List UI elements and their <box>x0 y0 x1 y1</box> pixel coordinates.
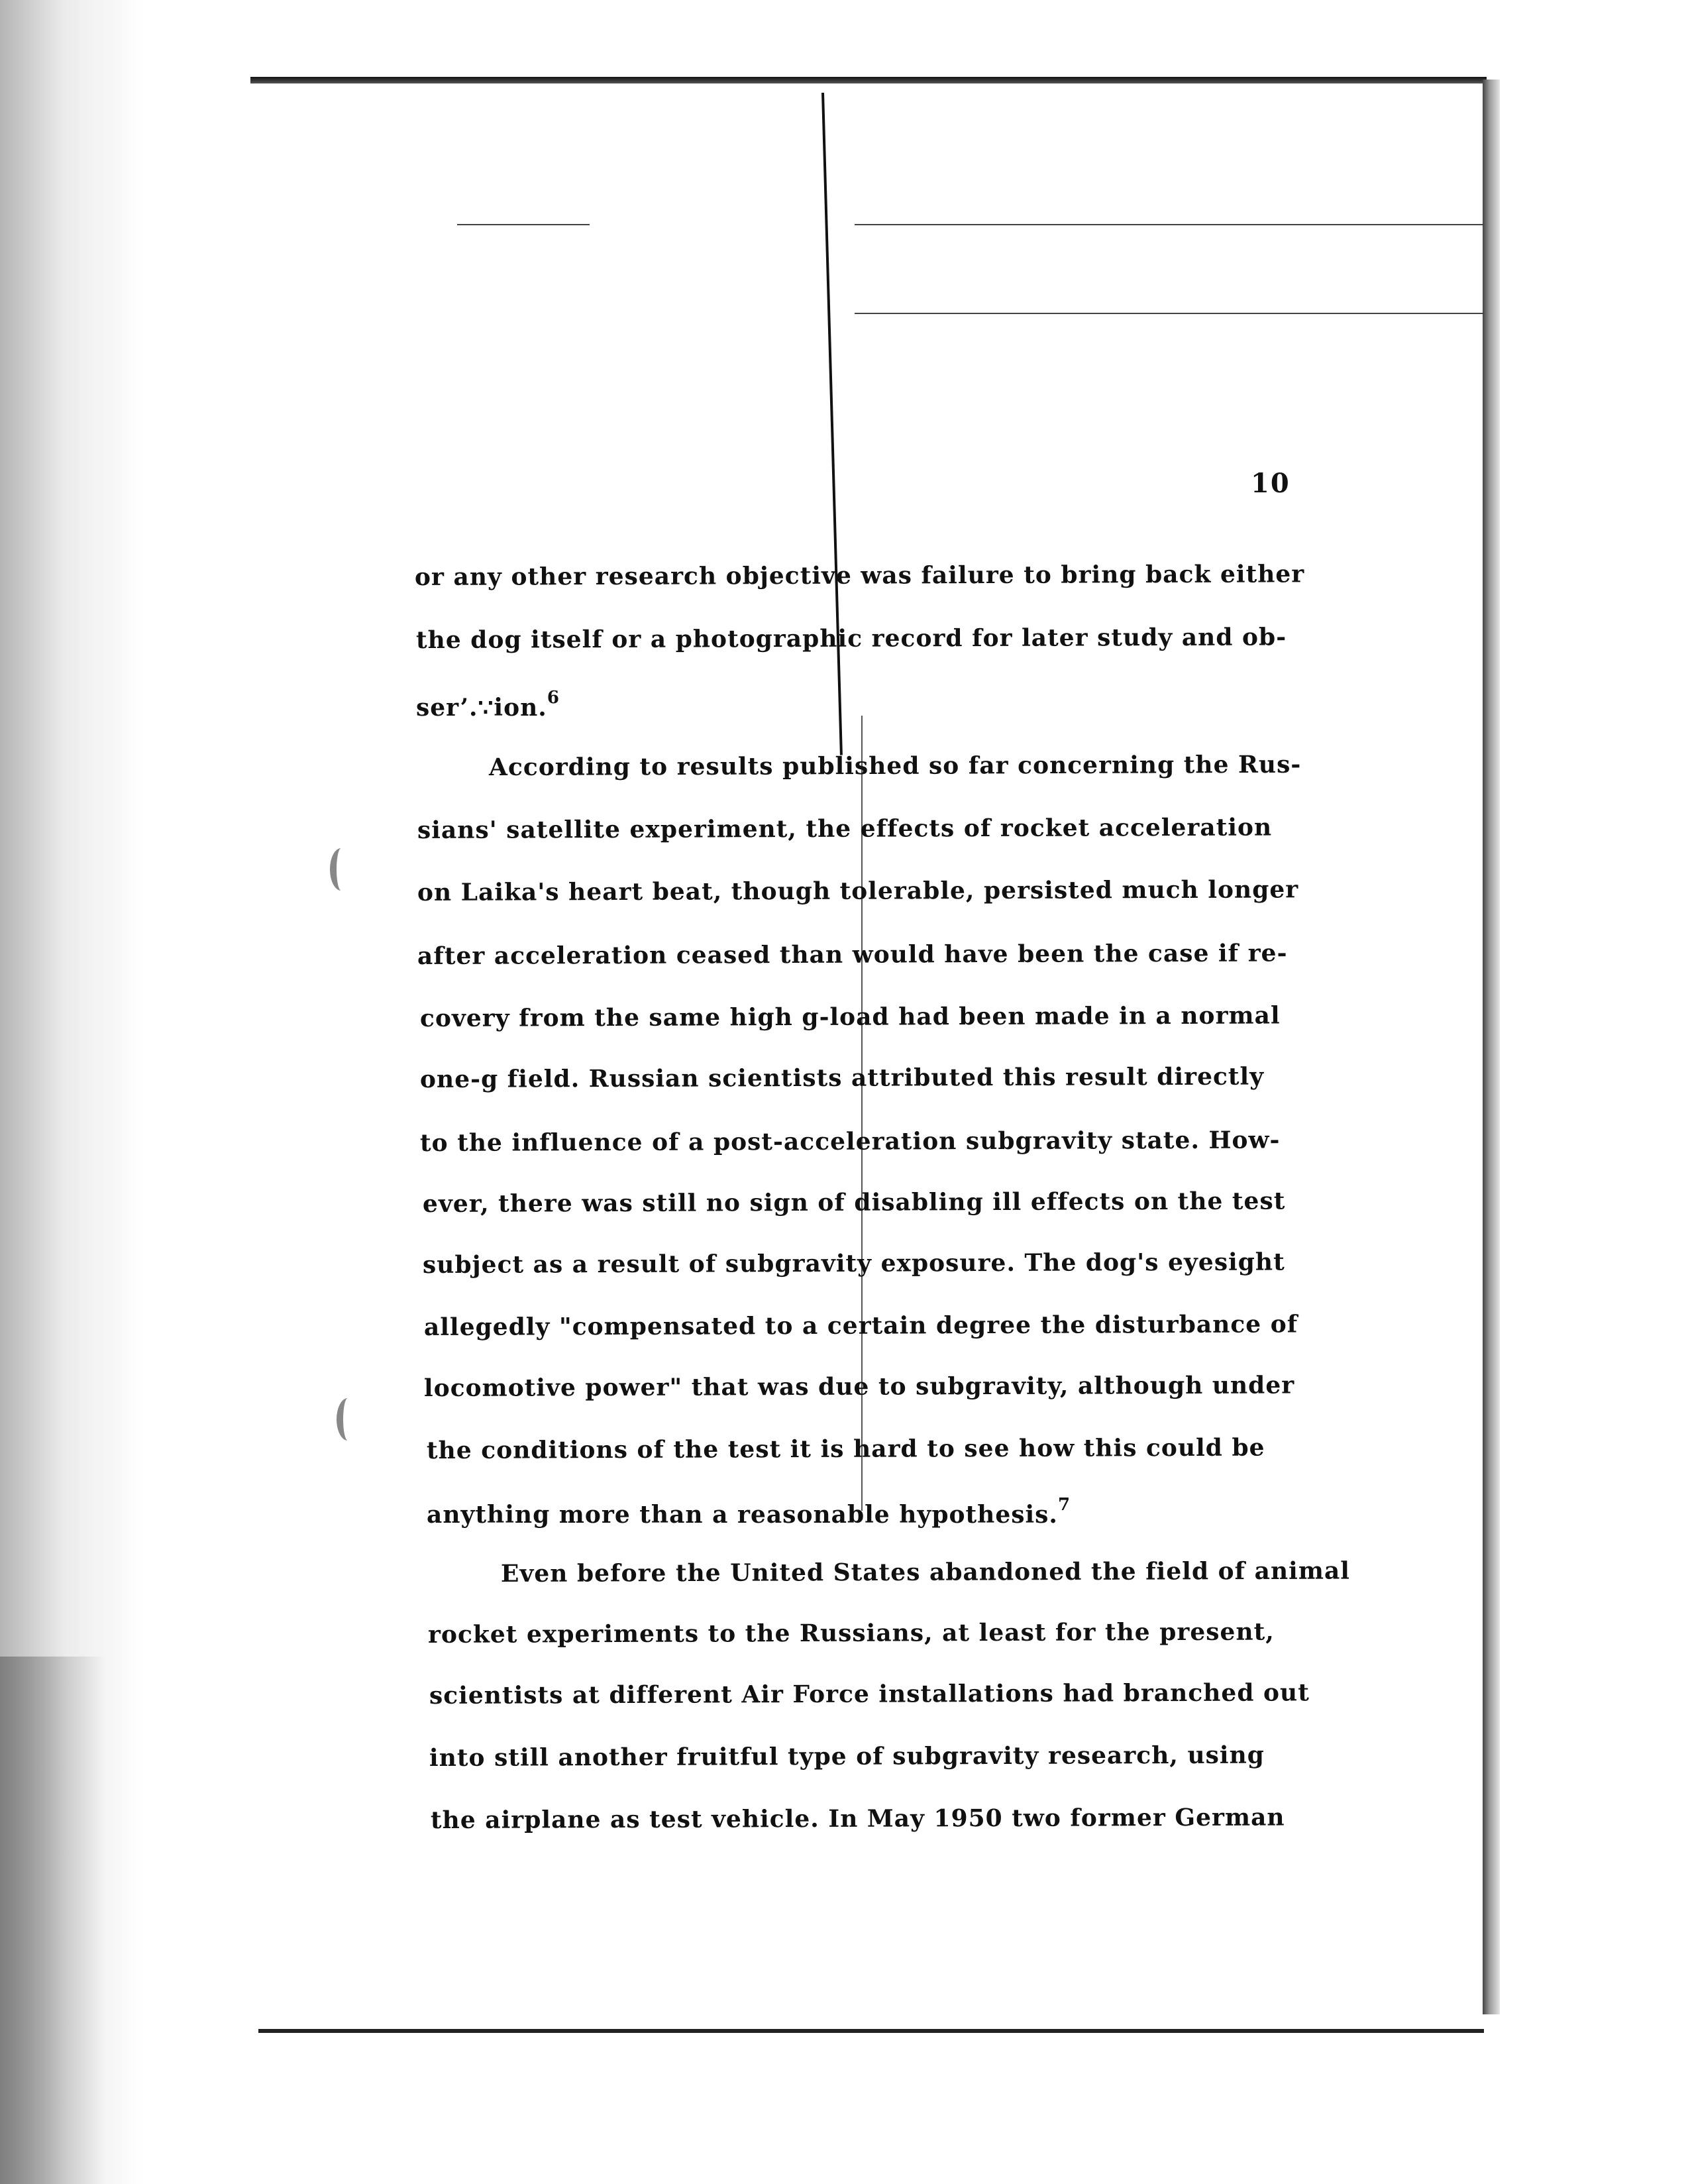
header-rule-3 <box>457 224 590 225</box>
text-line: to the influence of a post-acceleration subgravity state. How- <box>419 1126 1281 1157</box>
scan-shadow-bottom-left <box>0 1657 106 2184</box>
text-line: after acceleration ceased than would have been the case if re- <box>417 939 1288 970</box>
punch-hole-mark <box>330 848 352 891</box>
page-right-edge <box>1483 80 1500 2014</box>
text-line: allegedly "compensated to a certain degree the disturbance of <box>423 1310 1298 1341</box>
text-line <box>427 1495 1071 1529</box>
text-line: the conditions of the test it is hard to see how this could be <box>426 1433 1265 1464</box>
header-rule-2 <box>855 313 1484 314</box>
page-bottom-edge <box>258 2029 1484 2033</box>
text-line: rocket experiments to the Russians, at least for the present, <box>427 1617 1275 1649</box>
text-line: or any other research objective was failure to bring back either <box>414 560 1305 591</box>
text-fragment: anything more than a reasonable hypothesis. <box>427 1501 1058 1529</box>
footnote-ref: 6 <box>547 688 560 708</box>
center-fold-line <box>821 93 843 755</box>
text-line: According to results published so far concerning the Rus- <box>488 750 1302 781</box>
footnote-ref: 7 <box>1057 1495 1071 1515</box>
text-line: one-g field. Russian scientists attributed this result directly <box>419 1062 1265 1093</box>
page-number: 10 <box>1251 468 1291 499</box>
text-line: the dog itself or a photographic record for later study and ob- <box>415 623 1287 654</box>
text-line: the airplane as test vehicle. In May 1950 two former German <box>430 1803 1285 1834</box>
text-line: scientists at different Air Force installations had branched out <box>429 1678 1310 1710</box>
text-line: sians' satellite experiment, the effects of rocket acceleration <box>417 813 1273 844</box>
punch-hole-mark <box>337 1398 359 1441</box>
text-line: into still another fruitful type of subgravity research, using <box>429 1741 1265 1772</box>
text-line: subject as a result of subgravity exposure. The dog's eyesight <box>422 1248 1285 1279</box>
text-line: on Laika's heart beat, though tolerable, persisted much longer <box>417 875 1299 906</box>
header-rule-1 <box>855 224 1484 225</box>
text-line <box>416 688 560 722</box>
text-line: Even before the United States abandoned the field of animal <box>500 1556 1350 1588</box>
text-line: covery from the same high g-load had been made in a normal <box>419 1001 1281 1032</box>
page-top-edge <box>250 77 1487 83</box>
text-line: locomotive power" that was due to subgravity, although under <box>423 1371 1295 1402</box>
text-line: ever, there was still no sign of disabling ill effects on the test <box>422 1187 1286 1218</box>
text-fragment: ser’.∵ion. <box>416 694 547 722</box>
